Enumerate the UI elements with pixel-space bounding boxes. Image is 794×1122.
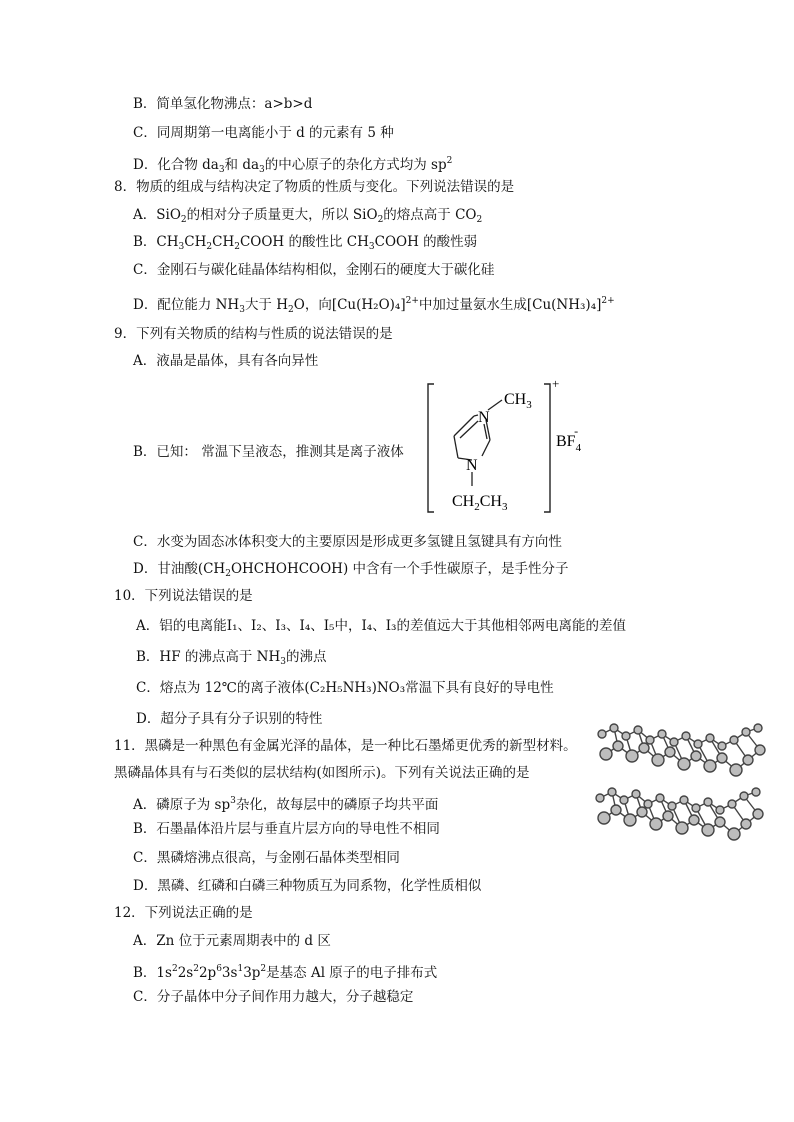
q12-option-b: B．$1s^22s^22p^63s^13p^2$是基态 Al 原子的电子排布式 [133, 964, 438, 981]
q9-option-a: A．液晶是晶体，具有各向异性 [133, 353, 319, 369]
q8-option-c: C．金刚石与碳化硅晶体结构相似，金刚石的硬度大于碳化硅 [133, 262, 495, 278]
complex-cu-water: [Cu(H₂O)₄] [331, 297, 406, 313]
q11-option-d: D．黑磷、红磷和白磷三种物质互为同系物，化学性质相似 [133, 878, 482, 894]
q12-stem: 12．下列说法正确的是 [114, 905, 253, 921]
q12-option-a: A．Zn 位于元素周期表中的 d 区 [133, 933, 331, 949]
ethyl-group: $CH_2CH_3$ [452, 493, 508, 513]
q8-option-b: B．$CH_3CH_2CH_2COOH$ 的酸性比 $CH_3COOH$ 的酸性弱 [133, 234, 478, 252]
q7-option-b: B．简单氢化物沸点：a>b>d [133, 96, 313, 112]
q11-option-c: C．黑磷熔沸点很高，与金刚石晶体类型相同 [133, 850, 400, 866]
q11-stem-line1: 11．黑磷是一种黑色有金属光泽的晶体，是一种比石墨烯更优秀的新型材料。 [114, 738, 577, 754]
tetrafluoroborate-anion: $BF_4-$ [556, 424, 582, 454]
q9-option-d: D．甘油酸$(CH_2OHCHOHCOOH)$ 中含有一个手性碳原子，是手性分子 [133, 561, 569, 579]
q10-option-a: A．铝的电离能I₁、I₂、I₃、I₄、I₅中，I₄、I₃的差值远大于其他相邻两电离能的差值 [136, 618, 626, 634]
q9-option-c: C．水变为固态冰体积变大的主要原因是形成更多氢键且氢键具有方向性 [133, 534, 562, 550]
q12-option-c: C．分子晶体中分子间作用力越大，分子越稳定 [133, 989, 414, 1005]
ring-nitrogen-top: N [478, 409, 490, 426]
q9-option-b: B．已知： 常温下呈液态，推测其是离子液体 [133, 444, 404, 460]
q11-stem-line2: 黑磷晶体具有与石类似的层状结构(如图所示)。下列有关说法正确的是 [114, 765, 530, 781]
q11-option-b: B．石墨晶体沿片层与垂直片层方向的导电性不相同 [133, 821, 440, 837]
q10-option-c: C．熔点为 12℃的离子液体(C₂H₅NH₃)NO₃常温下具有良好的导电性 [136, 680, 554, 696]
q10-option-b: B．HF 的沸点高于 $NH_3$的沸点 [136, 649, 327, 667]
cation-charge: + [552, 378, 560, 391]
q8-stem: 8．物质的组成与结构决定了物质的性质与变化。下列说法错误的是 [114, 179, 515, 195]
q7-option-c: C．同周期第一电离能小于 d 的元素有 5 种 [133, 125, 394, 141]
methyl-group: $CH_3$ [504, 391, 532, 411]
q9-stem: 9．下列有关物质的结构与性质的说法错误的是 [114, 326, 393, 342]
complex-cu-ammonia: [Cu(NH₃)₄] [526, 297, 602, 313]
ring-nitrogen-bottom: N [466, 457, 478, 474]
q7-option-d: D．化合物 $da_3$和 $da_3$的中心原子的杂化方式均为 $sp^2$ [133, 156, 453, 175]
ionic-liquid-structure [424, 378, 594, 518]
q8-option-a: A．SiO$_2$的相对分子质量更大，所以 SiO$_2$的熔点高于 $CO_2$ [133, 207, 483, 225]
black-phosphorus-layer-diagram [592, 720, 772, 848]
q11-option-a: A．磷原子为 $sp^3$杂化，故每层中的磷原子均共平面 [133, 796, 439, 813]
q10-option-d: D．超分子具有分子识别的特性 [136, 711, 323, 727]
q10-stem: 10．下列说法错误的是 [114, 588, 253, 604]
q8-option-d: D．配位能力 $NH_3$大于 $H_2O$，向$[Cu(H_2O)_4]^{2+}$中加过量氨水生成$[Cu(NH_3)_4]^{2+}$ [133, 296, 615, 315]
